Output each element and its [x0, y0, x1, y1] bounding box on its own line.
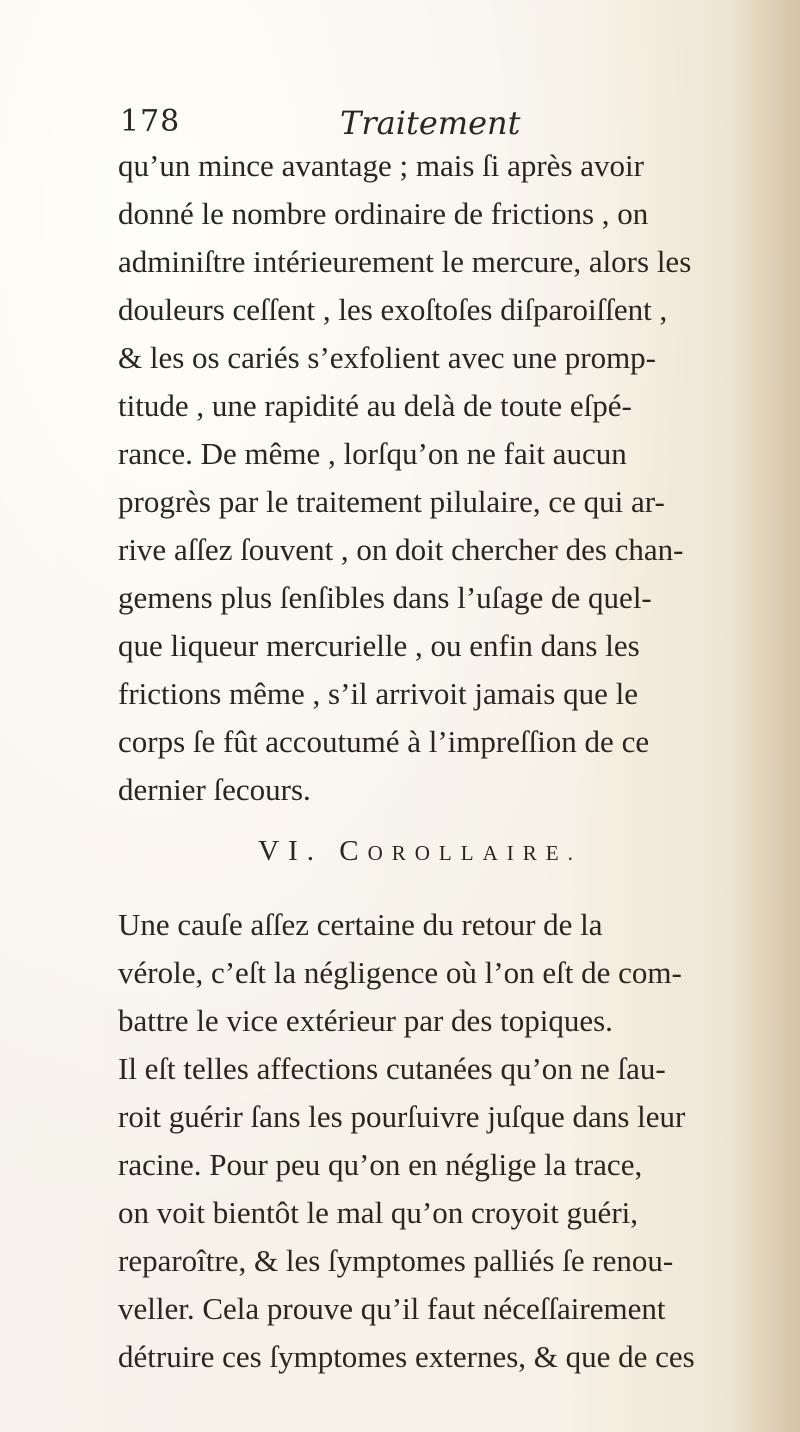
text-line: titude , une rapidité au delà de toute eſpé-	[118, 388, 632, 423]
text-line: roit guérir ſans les pourſuivre juſque dans leur	[118, 1099, 686, 1134]
text-line: gemens plus ſenſibles dans l’uſage de quel-	[118, 580, 652, 615]
text-line: corps ſe fût accoutumé à l’impreſſion de ce	[118, 724, 650, 759]
text-line: frictions même , s’il arrivoit jamais que le	[118, 676, 638, 711]
text-line: racine. Pour peu qu’on en néglige la trace,	[118, 1147, 643, 1182]
page-number: 178	[120, 104, 181, 139]
section-heading	[0, 835, 800, 868]
text-line: donné le nombre ordinaire de frictions , on	[118, 196, 649, 231]
text-line: on voit bientôt le mal qu’on croyoit guéri,	[118, 1195, 639, 1230]
text-line: Une cauſe aſſez certaine du retour de la	[118, 907, 603, 942]
text-line: douleurs ceſſent , les exoſtoſes diſparoiſſent ,	[118, 292, 668, 327]
text-line: Il eſt telles affections cutanées qu’on ne ſau-	[118, 1051, 666, 1086]
text-line: rance. De même , lorſqu’on ne fait aucun	[118, 436, 627, 471]
text-line: reparoître, & les ſymptomes palliés ſe renou-	[118, 1243, 674, 1278]
text-line: battre le vice extérieur par des topiques.	[118, 1003, 613, 1038]
text-line: détruire ces ſymptomes externes, & que de ces	[118, 1339, 695, 1374]
section-title-rest: OROLLAIRE.	[367, 841, 582, 865]
text-line: & les os cariés s’exfolient avec une promp-	[118, 340, 657, 375]
text-line: vérole, c’eſt la négligence où l’on eſt de com-	[118, 955, 682, 990]
text-line: veller. Cela prouve qu’il faut néceſſairement	[118, 1291, 666, 1326]
text-line: que liqueur mercurielle , ou enfin dans les	[118, 628, 640, 663]
running-title: Traitement	[340, 104, 521, 142]
text-line: qu’un mince avantage ; mais ſi après avoir	[118, 148, 644, 183]
section-first-letter: C	[339, 835, 368, 867]
section-numeral: VI.	[258, 835, 323, 867]
text-line: progrès par le traitement pilulaire, ce qui ar-	[118, 484, 665, 519]
text-line: dernier ſecours.	[118, 772, 311, 807]
text-line: adminiſtre intérieurement le mercure, alors les	[118, 244, 692, 279]
text-line: rive aſſez ſouvent , on doit chercher des chan-	[118, 532, 684, 567]
